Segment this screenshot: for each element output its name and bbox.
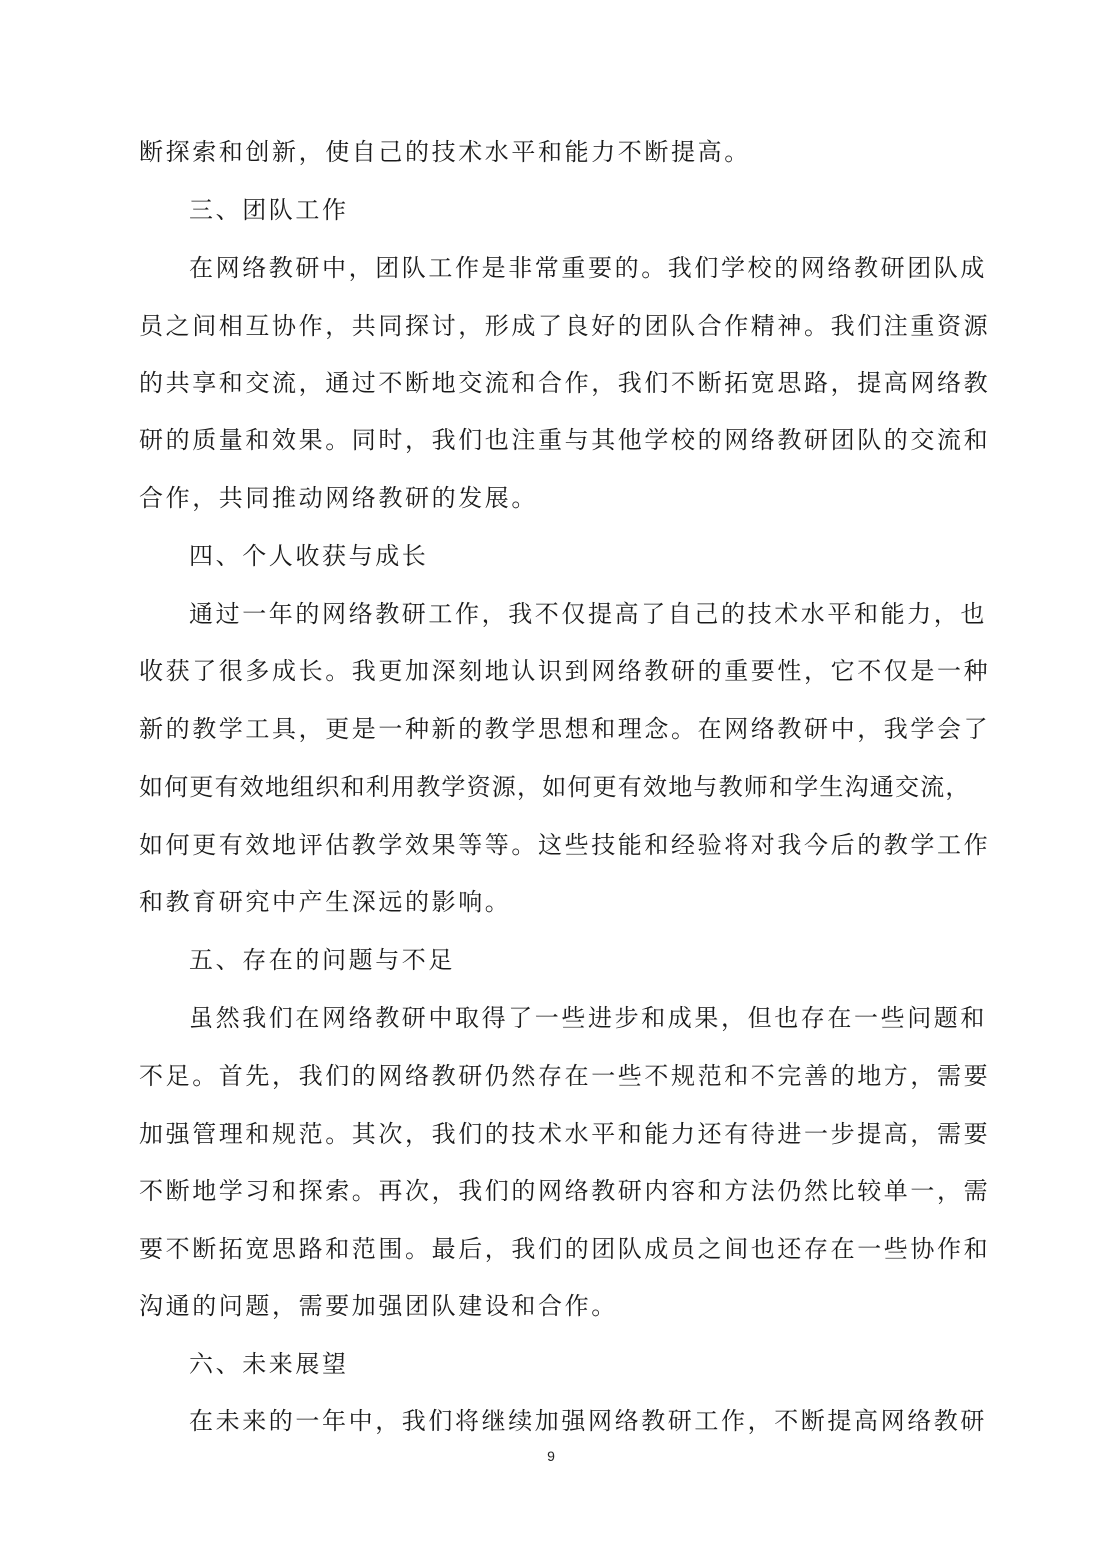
paragraph-line: 新的教学工具，更是一种新的教学思想和理念。在网络教研中，我学会了 <box>139 715 991 743</box>
section-heading: 五、存在的问题与不足 <box>189 946 455 974</box>
page-number: 9 <box>547 1448 555 1464</box>
paragraph-line: 和教育研究中产生深远的影响。 <box>139 888 512 916</box>
section-heading: 三、团队工作 <box>189 196 349 224</box>
paragraph-line: 合作，共同推动网络教研的发展。 <box>139 484 538 512</box>
paragraph-line: 员之间相互协作，共同探讨，形成了良好的团队合作精神。我们注重资源 <box>139 312 991 340</box>
paragraph-line: 要不断拓宽思路和范围。最后，我们的团队成员之间也还存在一些协作和 <box>139 1235 991 1263</box>
paragraph-line: 在网络教研中，团队工作是非常重要的。我们学校的网络教研团队成 <box>189 254 987 282</box>
paragraph-line: 沟通的问题，需要加强团队建设和合作。 <box>139 1292 618 1320</box>
paragraph-line: 加强管理和规范。其次，我们的技术水平和能力还有待进一步提高，需要 <box>139 1120 991 1148</box>
paragraph-line: 在未来的一年中，我们将继续加强网络教研工作，不断提高网络教研 <box>189 1407 987 1435</box>
paragraph-line: 不断地学习和探索。再次，我们的网络教研内容和方法仍然比较单一，需 <box>139 1177 991 1205</box>
paragraph-line: 不足。首先，我们的网络教研仍然存在一些不规范和不完善的地方，需要 <box>139 1062 991 1090</box>
section-heading: 六、未来展望 <box>189 1350 349 1378</box>
paragraph-line: 如何更有效地组织和利用教学资源，如何更有效地与教师和学生沟通交流， <box>139 773 971 801</box>
paragraph-line: 收获了很多成长。我更加深刻地认识到网络教研的重要性，它不仅是一种 <box>139 657 991 685</box>
paragraph-line: 的共享和交流，通过不断地交流和合作，我们不断拓宽思路，提高网络教 <box>139 369 991 397</box>
paragraph-line: 断探索和创新，使自己的技术水平和能力不断提高。 <box>139 138 751 166</box>
paragraph-line: 虽然我们在网络教研中取得了一些进步和成果，但也存在一些问题和 <box>189 1004 987 1032</box>
paragraph-line: 如何更有效地评估教学效果等等。这些技能和经验将对我今后的教学工作 <box>139 831 991 859</box>
section-heading: 四、个人收获与成长 <box>189 542 429 570</box>
paragraph-line: 通过一年的网络教研工作，我不仅提高了自己的技术水平和能力，也 <box>189 600 987 628</box>
paragraph-line: 研的质量和效果。同时，我们也注重与其他学校的网络教研团队的交流和 <box>139 426 991 454</box>
